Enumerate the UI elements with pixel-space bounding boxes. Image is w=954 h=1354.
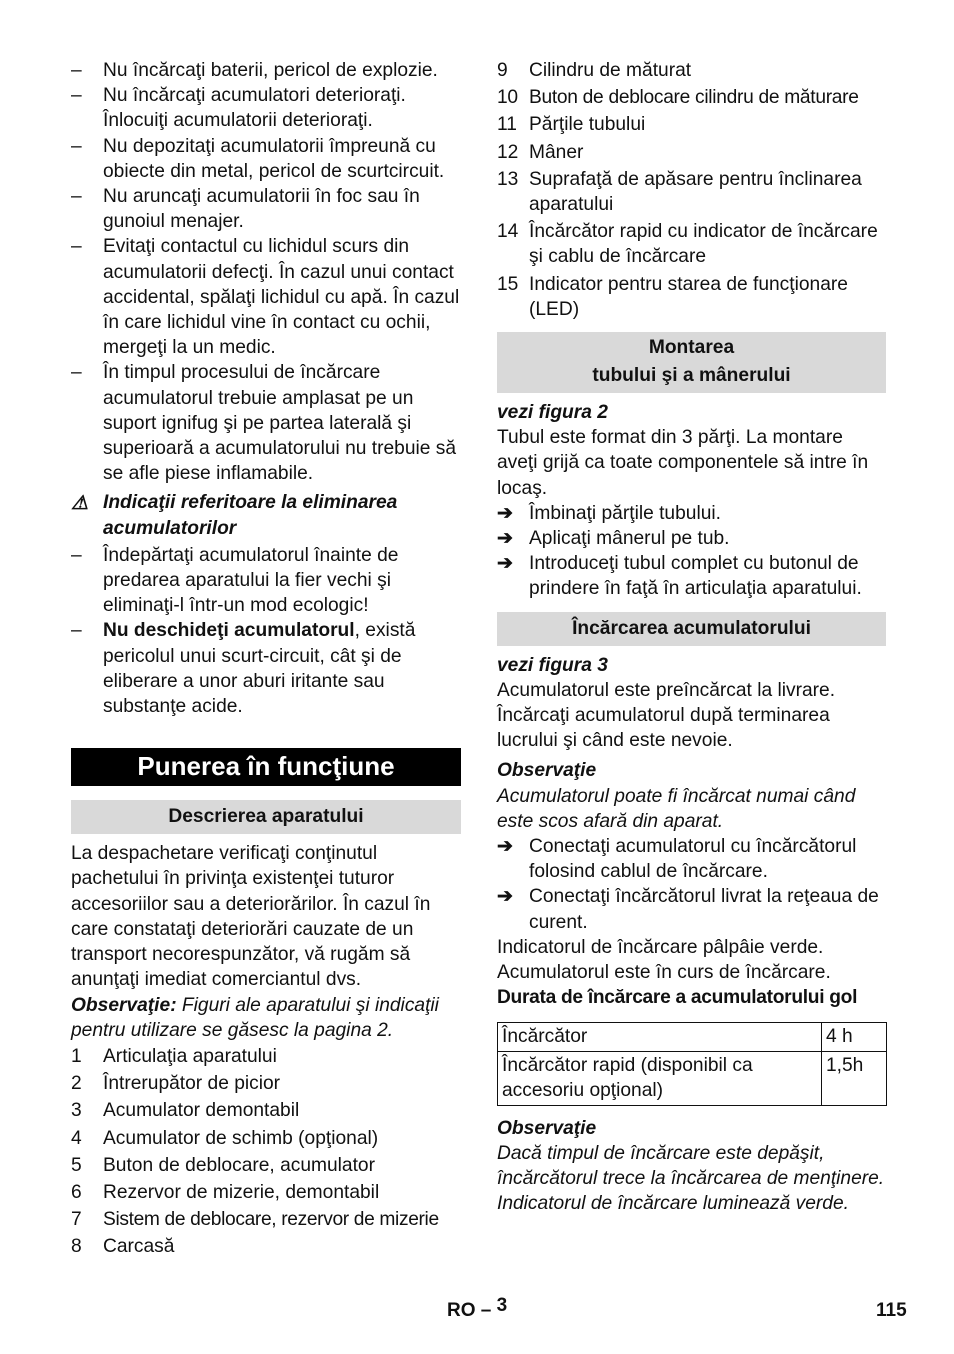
observation-text: Acumulatorul poate fi încărcat numai când este scos afară din aparat. xyxy=(497,785,856,832)
table-cell-label: Încărcător rapid (disponibil ca accesoriu opţional) xyxy=(498,1051,822,1105)
item-text: Articulaţia aparatului xyxy=(103,1045,277,1067)
table-cell-value: 4 h xyxy=(822,1022,887,1051)
arrow-icon: ➔ xyxy=(497,502,514,524)
disposal-warning-heading xyxy=(71,490,461,540)
observation-text: Dacă timpul de încărcare este depăşit, încărcătorul trece la încărcarea de menţinere. Indicatorul de încărcare luminează verde. xyxy=(497,1142,885,1215)
page-footer-section xyxy=(447,1295,508,1323)
list-item xyxy=(71,1126,461,1151)
item-text: Buton de deblocare cilindru de măturare xyxy=(529,87,859,109)
page-number: 115 xyxy=(876,1300,907,1321)
mount-section-title xyxy=(497,332,886,393)
list-item-text: , există pericolul unui scurt-circuit, cât şi de eliberare a unor aburi iritante sau substanţe acide. xyxy=(103,620,416,718)
list-item xyxy=(71,543,461,619)
observation-label: Observaţie xyxy=(497,1117,597,1139)
step-text: Aplicaţi mânerul pe tub. xyxy=(529,528,730,550)
dash-marker: – xyxy=(71,236,82,258)
item-number: 4 xyxy=(71,1127,82,1149)
item-number: 9 xyxy=(497,60,508,81)
left-column xyxy=(71,58,461,1260)
subsection-title: Descrierea aparatului xyxy=(71,800,461,834)
intro-paragraph: La despachetare verificaţi conţinutul pachetului în privinţa existenţei tuturor accesoriilor sau a deteriorărilor. În cazul în care constataţi deteriorări cauzate de un transport necorespunzător, vă rugăm să anunţaţi imediat comerciantul dvs. xyxy=(71,843,431,991)
list-item-text: În timpul procesului de încărcare acumulatorul trebuie amplasat pe un suport ignifug şi pe partea laterală şi superioară a acumulatorului nu trebuie să se afle piese inflamabile. xyxy=(103,362,457,485)
step-item xyxy=(497,834,886,884)
arrow-icon: ➔ xyxy=(497,528,514,550)
dash-marker: – xyxy=(71,135,82,157)
list-item xyxy=(497,219,886,269)
mount-paragraph: Tubul este format din 3 părţi. La montare aveţi grijă ca toate componentele să intre în locaş. xyxy=(497,427,869,499)
dash-marker: – xyxy=(71,60,82,81)
item-text: Carcasă xyxy=(103,1236,175,1258)
dash-marker: – xyxy=(71,544,82,566)
section-title: Punerea în funcţiune xyxy=(71,748,461,786)
arrow-icon: ➔ xyxy=(497,836,514,858)
step-text: Conectaţi încărcătorul livrat la reţeaua de curent. xyxy=(529,886,879,933)
observation-label: Observaţie xyxy=(497,760,597,782)
item-text: Sistem de deblocare, rezervor de mizerie xyxy=(103,1209,439,1231)
safety-list xyxy=(71,58,461,486)
list-item xyxy=(71,360,461,486)
table-cell-value: 1,5h xyxy=(822,1051,887,1105)
footer-language: RO xyxy=(447,1300,476,1321)
note-text: Figuri ale aparatului şi indicaţii pentru utilizare se găsesc la pagina 2. xyxy=(71,994,439,1041)
list-item xyxy=(497,112,886,137)
list-item xyxy=(71,1207,461,1232)
list-item xyxy=(71,618,461,719)
item-text: Cilindru de măturat xyxy=(529,60,692,81)
step-item xyxy=(497,551,886,601)
item-number: 8 xyxy=(71,1236,82,1258)
list-item-text: Nu încărcaţi baterii, pericol de explozie. xyxy=(103,60,438,81)
item-number: 3 xyxy=(71,1100,82,1122)
item-number: 2 xyxy=(71,1073,82,1095)
charge-paragraph: Acumulatorul este preîncărcat la livrare. Încărcaţi acumulatorul după terminarea lucrului şi când este nevoie. xyxy=(497,679,836,752)
list-item-text: Nu depozitaţi acumulatorii împreună cu obiecte din metal, pericol de scurtcircuit. xyxy=(103,135,445,182)
list-item xyxy=(71,83,461,133)
item-number: 12 xyxy=(497,141,519,163)
charge-steps xyxy=(497,834,886,935)
item-text: Rezervor de mizerie, demontabil xyxy=(103,1181,380,1203)
parts-list-continued xyxy=(497,58,886,322)
list-item xyxy=(71,1180,461,1205)
item-text: Suprafaţă de apăsare pentru înclinarea aparatului xyxy=(529,168,862,216)
item-number: 13 xyxy=(497,168,519,190)
item-text: Acumulator demontabil xyxy=(103,1100,300,1122)
item-text: Încărcător rapid cu indicator de încărcare şi cablu de încărcare xyxy=(529,221,878,268)
item-text: Buton de deblocare, acumulator xyxy=(103,1154,375,1176)
footer-dash: – xyxy=(480,1300,492,1321)
mount-steps xyxy=(497,501,886,602)
item-text: Mâner xyxy=(529,141,584,163)
table-row xyxy=(498,1022,887,1051)
item-text: Părţile tubului xyxy=(529,114,646,136)
list-item-text: Nu încărcaţi acumulatori deterioraţi. Înlocuiţi acumulatorii deterioraţi. xyxy=(103,85,406,132)
list-item xyxy=(71,1044,461,1069)
charging-time-table xyxy=(497,1022,887,1106)
figure-reference: vezi figura 3 xyxy=(497,654,608,676)
table-row xyxy=(498,1051,887,1105)
list-item xyxy=(497,167,886,217)
item-number: 7 xyxy=(71,1209,82,1231)
note-paragraph xyxy=(71,993,461,1043)
list-item-text: Evitaţi contactul cu lichidul scurs din acumulatorii defecţi. În cazul unui contact accidental, spălaţi lichidul cu apă. În cazul în care lichidul vine în contact cu ochii, mergeţi la un medic. xyxy=(103,236,460,359)
list-item xyxy=(71,1234,461,1259)
duration-heading: Durata de încărcare a acumulatorului gol xyxy=(497,987,858,1009)
note-label: Observaţie: xyxy=(71,994,177,1016)
warning-heading-text: Indicaţii referitoare la eliminarea acumulatorilor xyxy=(103,492,398,539)
item-text: Indicator pentru starea de funcţionare (LED) xyxy=(529,273,848,320)
arrow-icon: ➔ xyxy=(497,553,514,575)
item-text: Acumulator de schimb (opţional) xyxy=(103,1127,379,1149)
list-item xyxy=(497,85,886,110)
item-number: 14 xyxy=(497,221,519,243)
mount-title-line: Montarea xyxy=(648,337,735,359)
right-column xyxy=(497,58,886,1216)
step-item xyxy=(497,501,886,526)
step-item xyxy=(497,884,886,934)
list-item-bold-text: Nu deschideţi acumulatorul xyxy=(103,620,355,642)
item-number: 11 xyxy=(497,114,517,136)
arrow-icon: ➔ xyxy=(497,886,514,908)
item-number: 6 xyxy=(71,1181,82,1203)
list-item xyxy=(71,1153,461,1178)
footer-section-page: 3 xyxy=(496,1295,508,1316)
list-item xyxy=(497,272,886,322)
item-number: 15 xyxy=(497,273,519,295)
dash-marker: – xyxy=(71,85,82,107)
disposal-list xyxy=(71,543,461,719)
list-item xyxy=(71,58,461,83)
step-item xyxy=(497,526,886,551)
item-number: 1 xyxy=(71,1045,82,1067)
mount-title-line: tubului şi a mânerului xyxy=(592,365,791,387)
list-item xyxy=(71,1098,461,1123)
status-text: Indicatorul de încărcare pâlpâie verde. xyxy=(497,936,824,958)
table-cell-label: Încărcător xyxy=(498,1022,822,1051)
dash-marker: – xyxy=(71,186,82,208)
figure-reference: vezi figura 2 xyxy=(497,402,608,424)
list-item xyxy=(71,234,461,360)
step-text: Conectaţi acumulatorul cu încărcătorul folosind cablul de încărcare. xyxy=(529,836,857,883)
list-item xyxy=(71,134,461,184)
charge-section-title: Încărcarea acumulatorului xyxy=(497,612,886,646)
item-number: 5 xyxy=(71,1154,82,1176)
list-item xyxy=(497,140,886,165)
list-item xyxy=(71,184,461,234)
parts-list xyxy=(71,1044,461,1260)
list-item xyxy=(71,1071,461,1096)
warning-icon: ⚠ xyxy=(71,493,89,515)
step-text: Îmbinaţi părţile tubului. xyxy=(529,502,721,524)
dash-marker: – xyxy=(71,362,82,384)
list-item xyxy=(497,58,886,83)
item-text: Întrerupător de picior xyxy=(103,1073,281,1095)
item-number: 10 xyxy=(497,87,518,109)
list-item-text: Îndepărtaţi acumulatorul înainte de predarea aparatului la fier vechi şi eliminaţi-l într-un mod ecologic! xyxy=(103,544,399,617)
list-item-text: Nu aruncaţi acumulatorii în foc sau în gunoiul menajer. xyxy=(103,186,420,233)
dash-marker: – xyxy=(71,620,82,642)
step-text: Introduceţi tubul complet cu butonul de prindere în faţă în articulaţia aparatului. xyxy=(529,553,862,600)
status-text: Acumulatorul este în curs de încărcare. xyxy=(497,962,831,984)
